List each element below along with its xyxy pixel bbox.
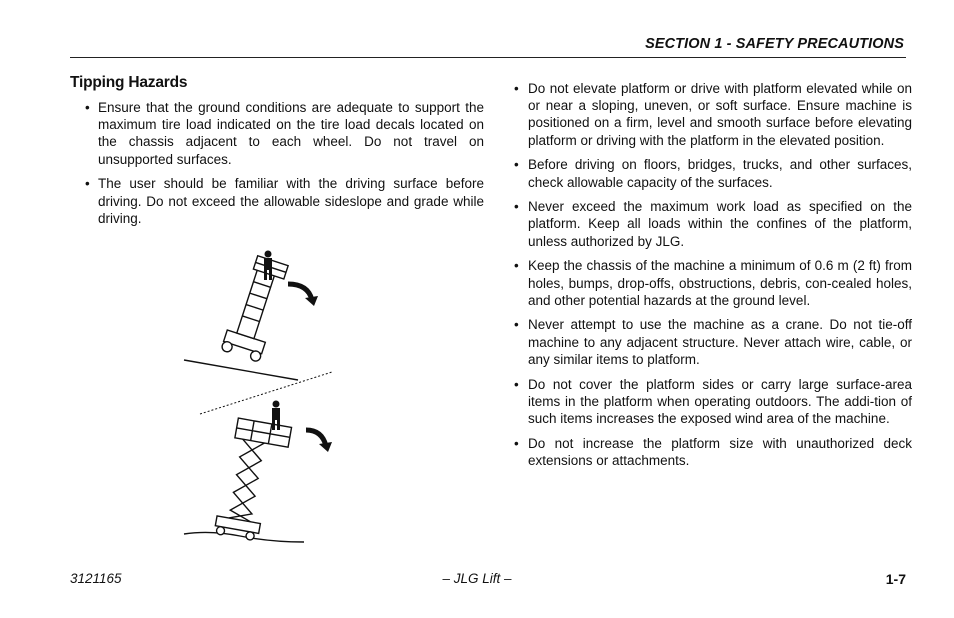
tipping-lift-lower: [214, 417, 292, 543]
tipping-hazard-illustration: [180, 244, 340, 548]
level-reference-line: [200, 372, 332, 414]
list-item: • Do not elevate platform or drive with platform elevated while on or near a sloping, uneven, or soft surface. Ensure machine is positioned on a firm, level and smooth surface before elevating platform or driving with the platform in the elevated position.: [514, 81, 912, 148]
list-item: • Ensure that the ground conditions are adequate to support the maximum tire load indicated on the tire load decals located on the chassis adjacent to each wheel. Do not travel on unsupported surfaces.: [85, 100, 484, 167]
list-item: • Before driving on floors, bridges, trucks, and other surfaces, check allowable capacity of the surfaces.: [514, 157, 912, 190]
doc-number: 3121165: [70, 571, 122, 586]
page-number: 1-7: [885, 571, 906, 587]
right-column: [514, 80, 912, 477]
list-item: • Do not cover the platform sides or carry large surface-area items in the platform when operating outdoors. The addi-tion of such items increases the exposed wind area of the machine.: [514, 376, 912, 426]
section-title: SECTION 1 - SAFETY PRECAUTIONS: [645, 36, 904, 52]
section-heading: Tipping Hazards: [70, 74, 188, 91]
right-bullet-list: [514, 80, 912, 469]
list-item: • Never exceed the maximum work load as specified on the platform. Keep all loads within the confines of the platform, unless authorized by JLG.: [514, 199, 912, 249]
list-item: • Do not increase the platform size with unauthorized deck extensions or attachments.: [514, 435, 912, 468]
tipping-lift-upper: [221, 254, 290, 362]
list-item: • Keep the chassis of the machine a minimum of 0.6 m (2 ft) from holes, bumps, drop-offs, obstructions, debris, con-cealed holes, and other potential hazards at the ground level.: [514, 258, 912, 308]
slope-ground-line: [184, 360, 298, 380]
page-header: [70, 35, 906, 58]
left-column: [70, 74, 484, 234]
list-item: • Never attempt to use the machine as a crane. Do not tie-off machine to any adjacent structure. Never attach wire, cable, or any similar items to platform.: [514, 317, 912, 367]
list-item: • The user should be familiar with the driving surface before driving. Do not exceed the allowable sideslope and grade while driving.: [85, 176, 484, 226]
uneven-ground-line: [184, 532, 304, 542]
left-bullet-list: [70, 99, 484, 227]
footer-title: – JLG Lift –: [442, 571, 512, 586]
